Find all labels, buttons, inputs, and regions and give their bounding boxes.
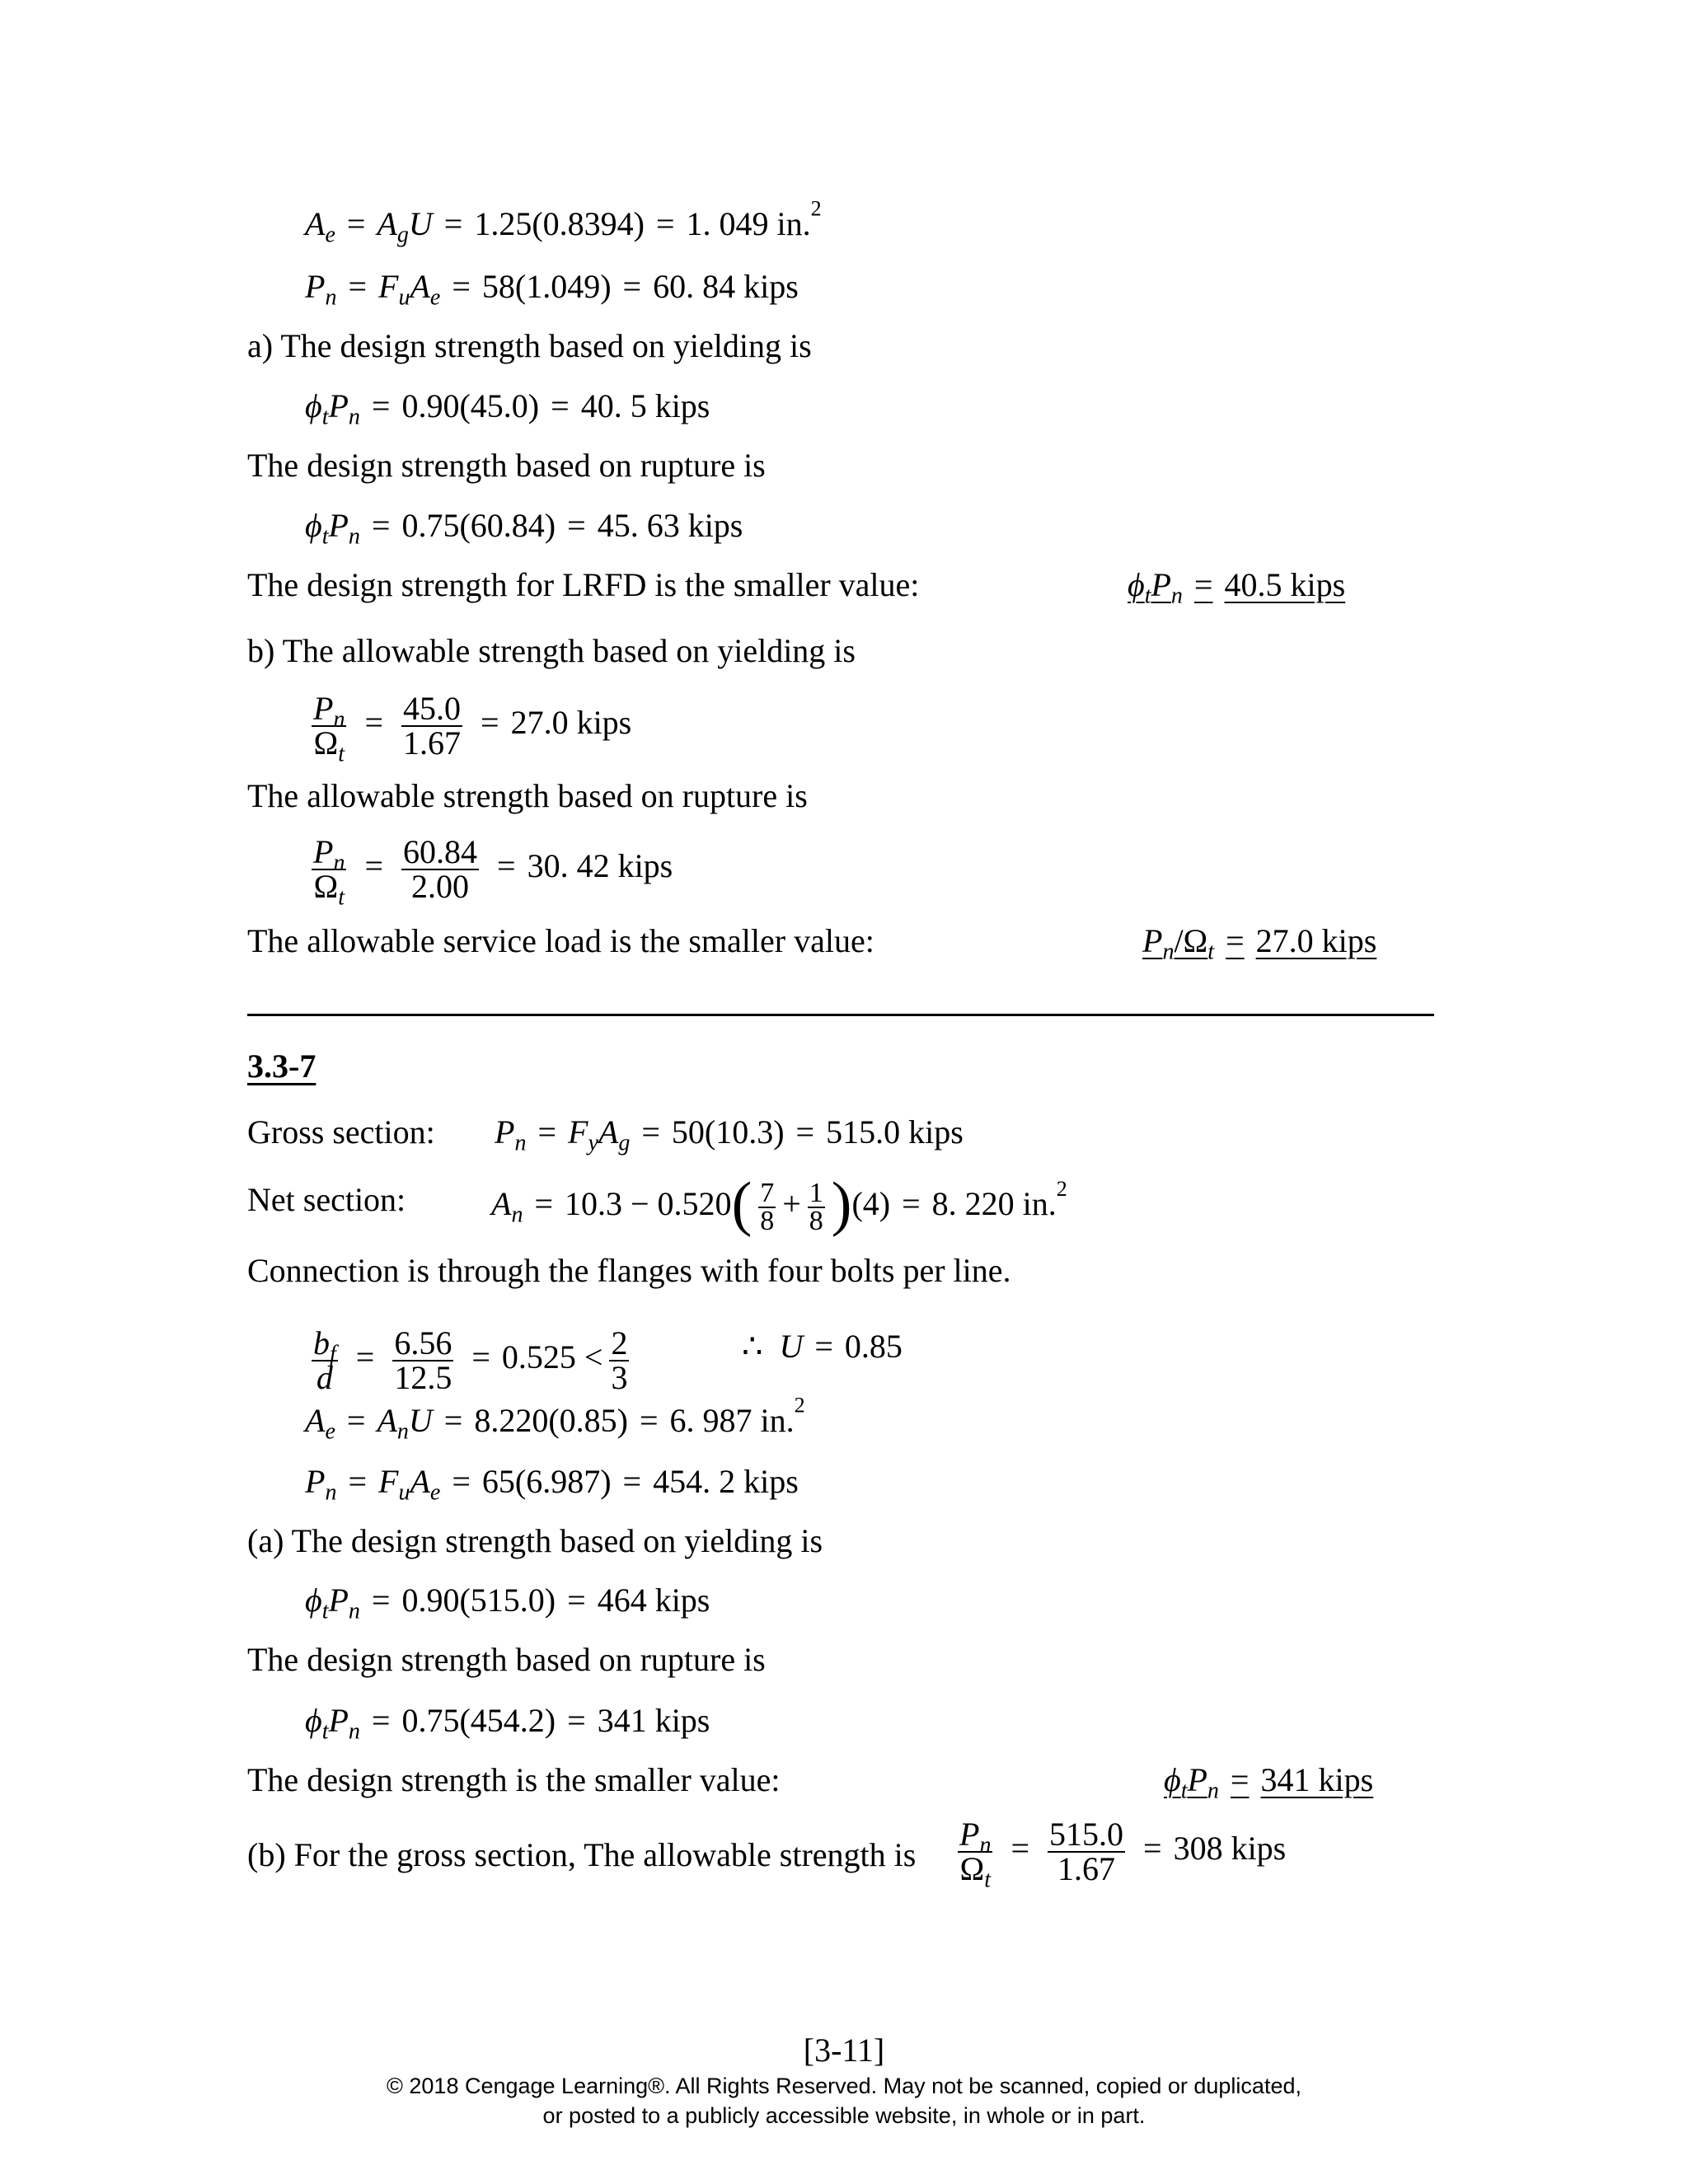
- gross-section-label: Gross section:: [247, 1113, 435, 1151]
- part-b-yield-eq: $\frac{P_n}{\Omega_t}$ = $\frac{45.0}{1.67}$ = 27.0 kips: [313, 690, 632, 767]
- part-a-rupture-eq: $\phi_tP_n = 0.75(60.84) = 45$. 63 kips: [305, 507, 743, 550]
- asd-summary-text: The allowable service load is the smaller value:: [247, 922, 874, 959]
- part-b-rupture-eq: $\frac{P_n}{\Omega_t}$ = $\frac{60.84}{2.00}$ = 30. 42 kips: [313, 833, 673, 911]
- section-divider: [247, 1014, 1434, 1016]
- net-section-label: Net section:: [247, 1181, 406, 1218]
- part-a-yield-text: a) The design strength based on yielding is: [247, 327, 812, 364]
- copyright-line-1: © 2018 Cengage Learning®. All Rights Reserved. May not be scanned, copied or duplicated,: [387, 2074, 1301, 2098]
- net-section-eq: $A_n = 10.3 - 0.520$( $\frac{7}{8}$ + $\frac{1}{8}$ )(4) = 8. 220 in.$^2$: [491, 1170, 1067, 1238]
- part2-a-rupture-eq: $\phi_tP_n = 0.75(454.2) = 341$ kips: [305, 1702, 710, 1745]
- part2-a-yield-text: (a) The design strength based on yielding is: [247, 1522, 823, 1559]
- gross-section-eq: $P_n = F_yA_g = 50(10.3) = 515.0$ kips: [495, 1113, 964, 1156]
- nominal-strength-eq: $P_n = F_uA_e = 58(1.049) = 60$. 84 kips: [305, 268, 799, 311]
- part-a-yield-eq: $\phi_tP_n = 0.90(45.0) = 40$. 5 kips: [305, 387, 710, 430]
- part2-a-rupture-text: The design strength based on rupture is: [247, 1641, 766, 1678]
- part2-b-text: (b) For the gross section, The allowable strength is: [247, 1836, 917, 1873]
- page-number: [3-11]: [803, 2032, 885, 2069]
- part2-lrfd-result: $\phi_tP_n = 341$ kips: [1164, 1761, 1374, 1804]
- net-effective-area-eq: $A_e = A_nU = 8.220(0.85) = 6$. 987 in.$^2$: [305, 1393, 805, 1445]
- u-factor-eq: ∴ U = 0.85: [742, 1328, 903, 1365]
- asd-result: $P_n/\Omega_t = 27.0$ kips: [1142, 922, 1377, 965]
- part2-b-eq: $\frac{P_n}{\Omega_t}$ = $\frac{515.0}{1.67}$ = 308 kips: [959, 1816, 1287, 1893]
- part-a-rupture-text: The design strength based on rupture is: [247, 447, 766, 484]
- lrfd-summary-text: The design strength for LRFD is the smaller value:: [247, 566, 920, 603]
- net-nominal-strength-eq: $P_n = F_uA_e = 65(6.987) = 454$. 2 kips: [305, 1463, 799, 1506]
- connection-text: Connection is through the flanges with four bolts per line.: [247, 1252, 1011, 1289]
- part2-smaller-text: The design strength is the smaller value:: [247, 1761, 781, 1798]
- effective-area-eq: $A_e = A_gU = 1.25(0.8394) = 1$. 049 in.$^2$: [305, 196, 822, 248]
- problem-number: 3.3-7: [247, 1047, 316, 1085]
- flange-ratio-eq: $\frac{b_f}{d}$ = $\frac{6.56}{12.5}$ = 0.525 < $\frac{2}{3}$: [313, 1324, 628, 1396]
- part-b-rupture-text: The allowable strength based on rupture is: [247, 777, 808, 814]
- part2-a-yield-eq: $\phi_tP_n = 0.90(515.0) = 464$ kips: [305, 1582, 710, 1624]
- part-b-yield-text: b) The allowable strength based on yielding is: [247, 632, 856, 669]
- lrfd-result: $\phi_tP_n = 40.5$ kips: [1128, 566, 1346, 609]
- copyright-line-2: or posted to a publicly accessible website, in whole or in part.: [542, 2103, 1146, 2128]
